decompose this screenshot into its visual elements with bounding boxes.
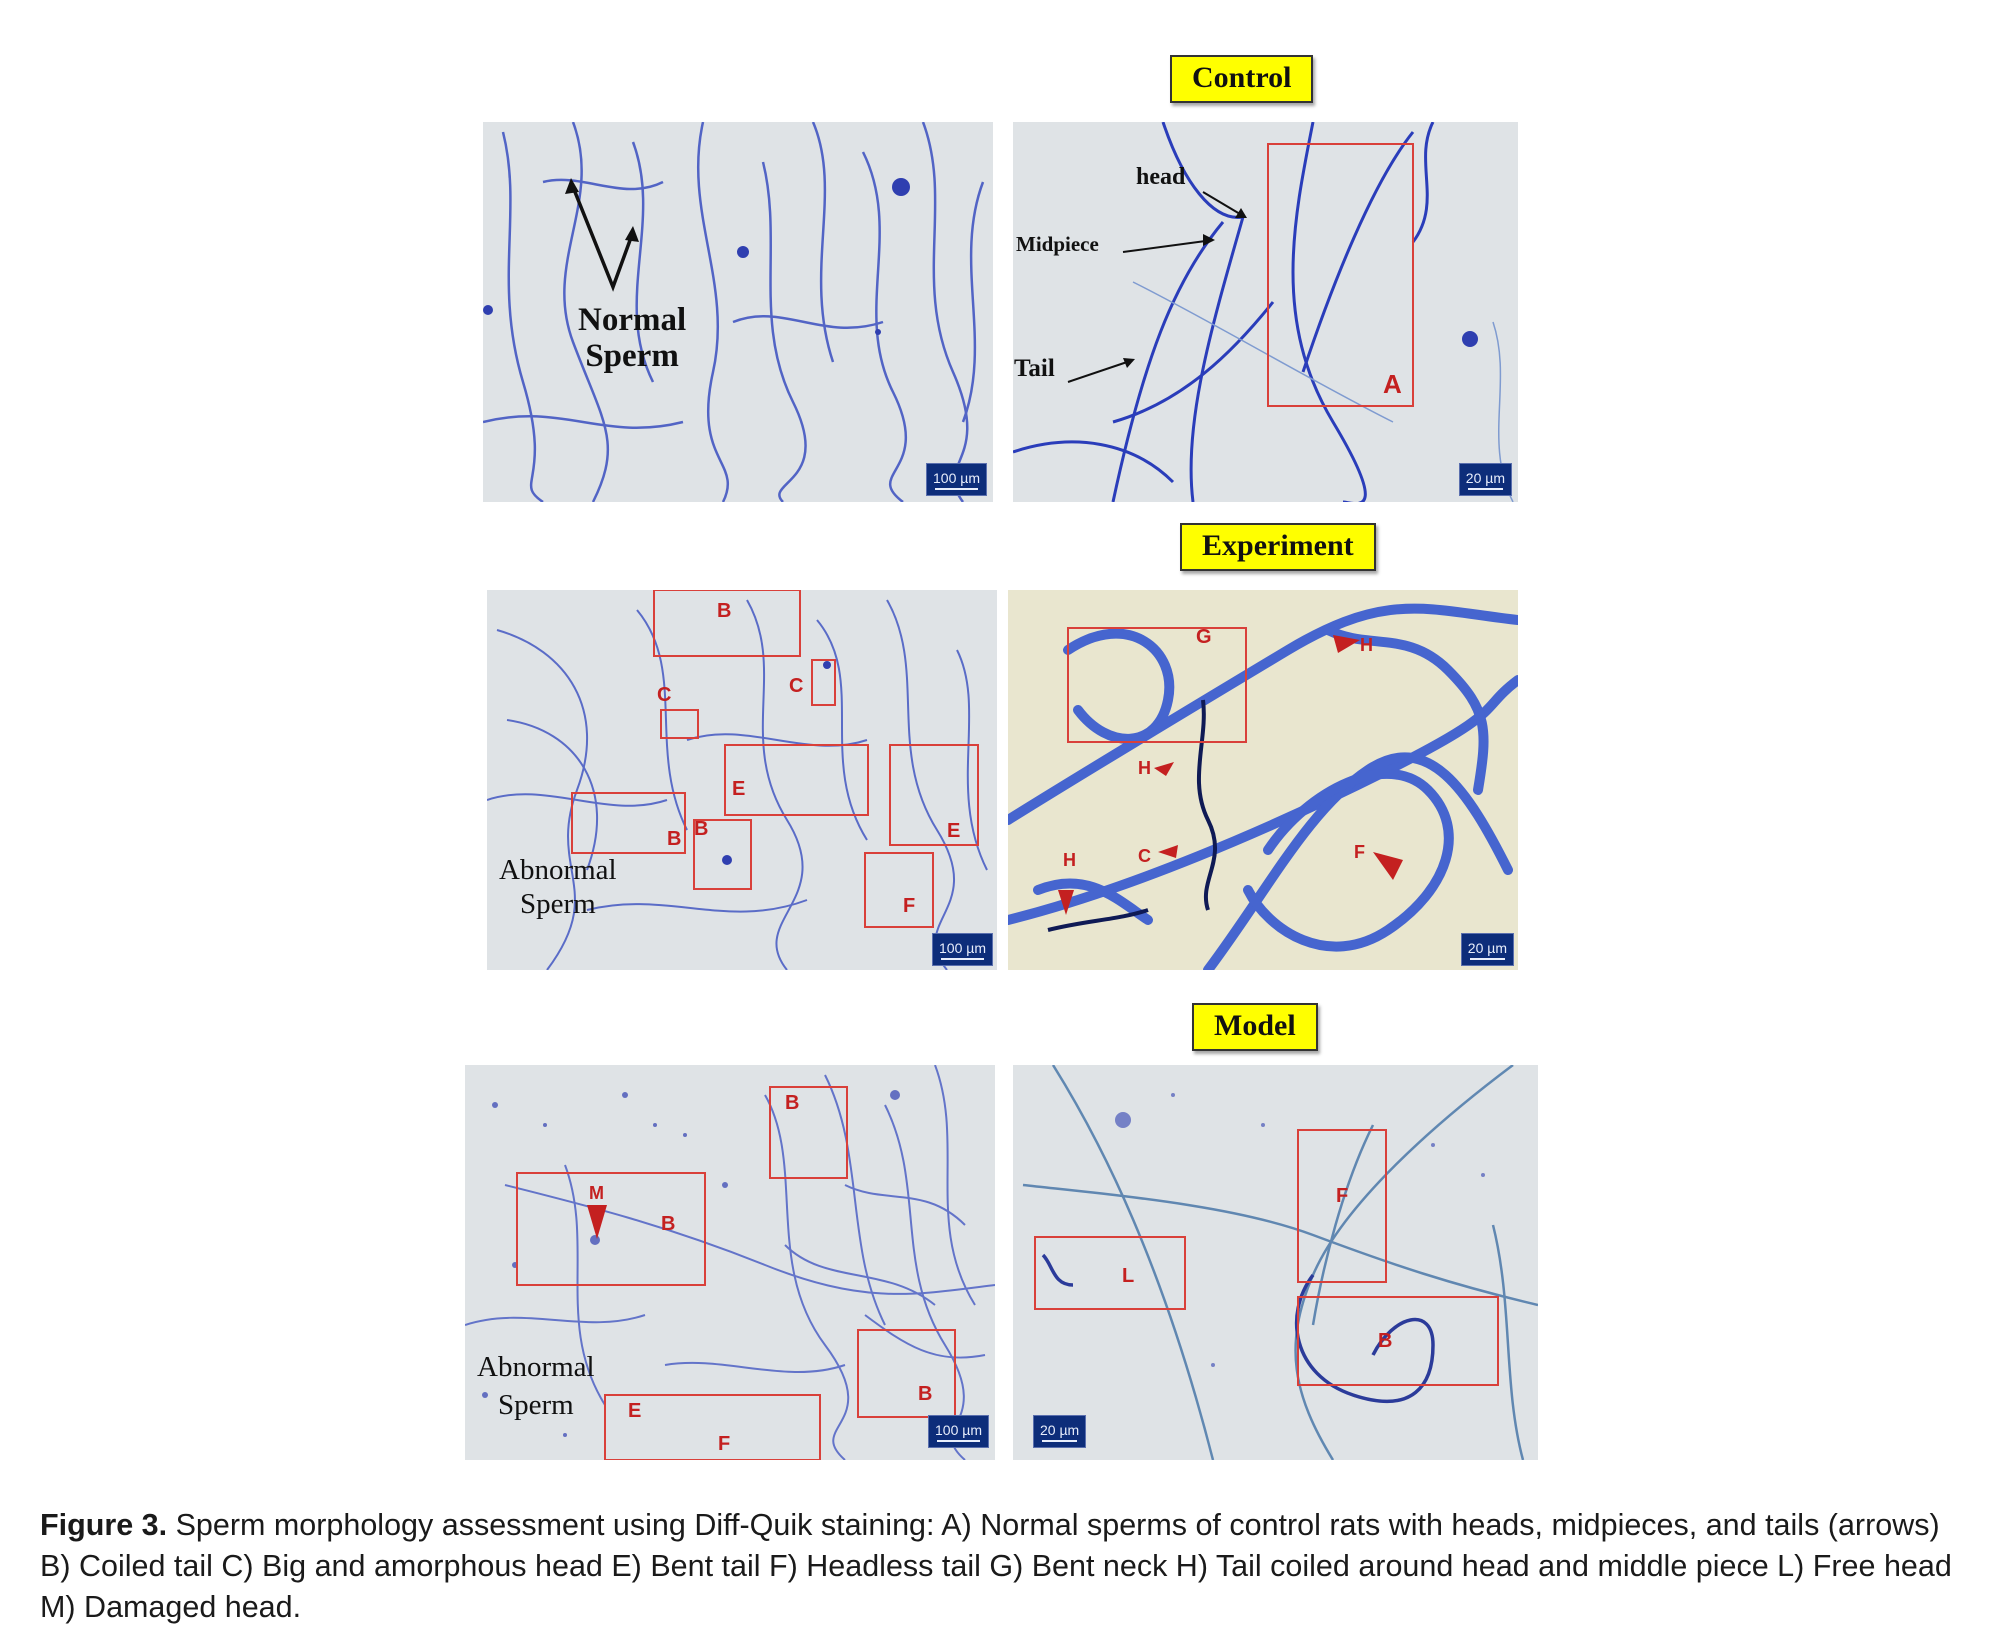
sperm-stain-drawing <box>1008 590 1518 970</box>
box-label-b: B <box>667 828 682 850</box>
group-label-control: Control <box>1170 55 1313 103</box>
box-label-b: B <box>694 818 709 840</box>
caption-text: Sperm morphology assessment using Diff-Quik staining: A) Normal sperms of control rats with heads, midpieces, and tails (arrows) B) Coiled tail C) Big and amorphous head E) Bent tail F) Headless tail G) Bent neck H) Tail coiled around head and middle piece L) Free head M) Damaged head. <box>40 1508 1952 1624</box>
arrow-label-m: M <box>589 1183 604 1203</box>
figure-label: Figure 3. <box>40 1508 168 1542</box>
group-label-experiment: Experiment <box>1180 523 1376 571</box>
box-label-e: E <box>947 820 961 842</box>
scale-bar: 20 µm <box>1033 1415 1086 1448</box>
sperm-stain-drawing <box>1013 1065 1538 1460</box>
box-label-b: B <box>785 1092 800 1114</box>
scale-bar: 20 µm <box>1459 463 1512 496</box>
figure-caption <box>40 1505 1960 1628</box>
abnormal-sperm-label: Abnormal Sperm <box>477 1351 595 1421</box>
micrograph-control-right <box>1013 122 1518 502</box>
box-label-c: C <box>657 684 672 706</box>
scale-bar: 100 µm <box>928 1415 989 1448</box>
arrow-label-h: H <box>1138 758 1151 778</box>
box-label-e: E <box>732 778 746 800</box>
scale-bar: 100 µm <box>926 463 987 496</box>
abnormal-sperm-label: Abnormal Sperm <box>499 854 617 920</box>
box-label-b: B <box>717 600 732 622</box>
box-label-b: B <box>1378 1330 1393 1352</box>
box-label-e: E <box>628 1400 642 1422</box>
micrograph-experiment-right <box>1008 590 1518 970</box>
scale-bar: 20 µm <box>1461 933 1514 966</box>
micrograph-model-right <box>1013 1065 1538 1460</box>
arrow-label-f: F <box>1354 842 1365 862</box>
box-label-b: B <box>918 1383 933 1405</box>
sperm-stain-drawing <box>483 122 993 502</box>
group-label-model: Model <box>1192 1003 1318 1051</box>
micrograph-experiment-left <box>487 590 997 970</box>
scale-bar: 100 µm <box>932 933 993 966</box>
box-label-g: G <box>1196 626 1212 648</box>
micrograph-control-left <box>483 122 993 502</box>
micrograph-model-left <box>465 1065 995 1460</box>
box-label-f: F <box>1336 1185 1349 1207</box>
box-label-l: L <box>1122 1265 1135 1287</box>
normal-sperm-label: Normal Sperm <box>578 302 687 374</box>
box-label-f: F <box>903 895 916 917</box>
box-label-f: F <box>718 1433 731 1455</box>
midpiece-annotation: Midpiece <box>1016 232 1099 256</box>
box-label-a: A <box>1383 369 1402 399</box>
sperm-stain-drawing <box>1013 122 1518 502</box>
tail-annotation: Tail <box>1014 355 1055 382</box>
arrow-label-h: H <box>1360 635 1373 655</box>
box-label-c: C <box>789 675 804 697</box>
arrow-label-c: C <box>1138 846 1151 866</box>
arrow-label-h: H <box>1063 850 1076 870</box>
head-annotation: head <box>1136 164 1186 190</box>
box-label-b: B <box>661 1213 676 1235</box>
